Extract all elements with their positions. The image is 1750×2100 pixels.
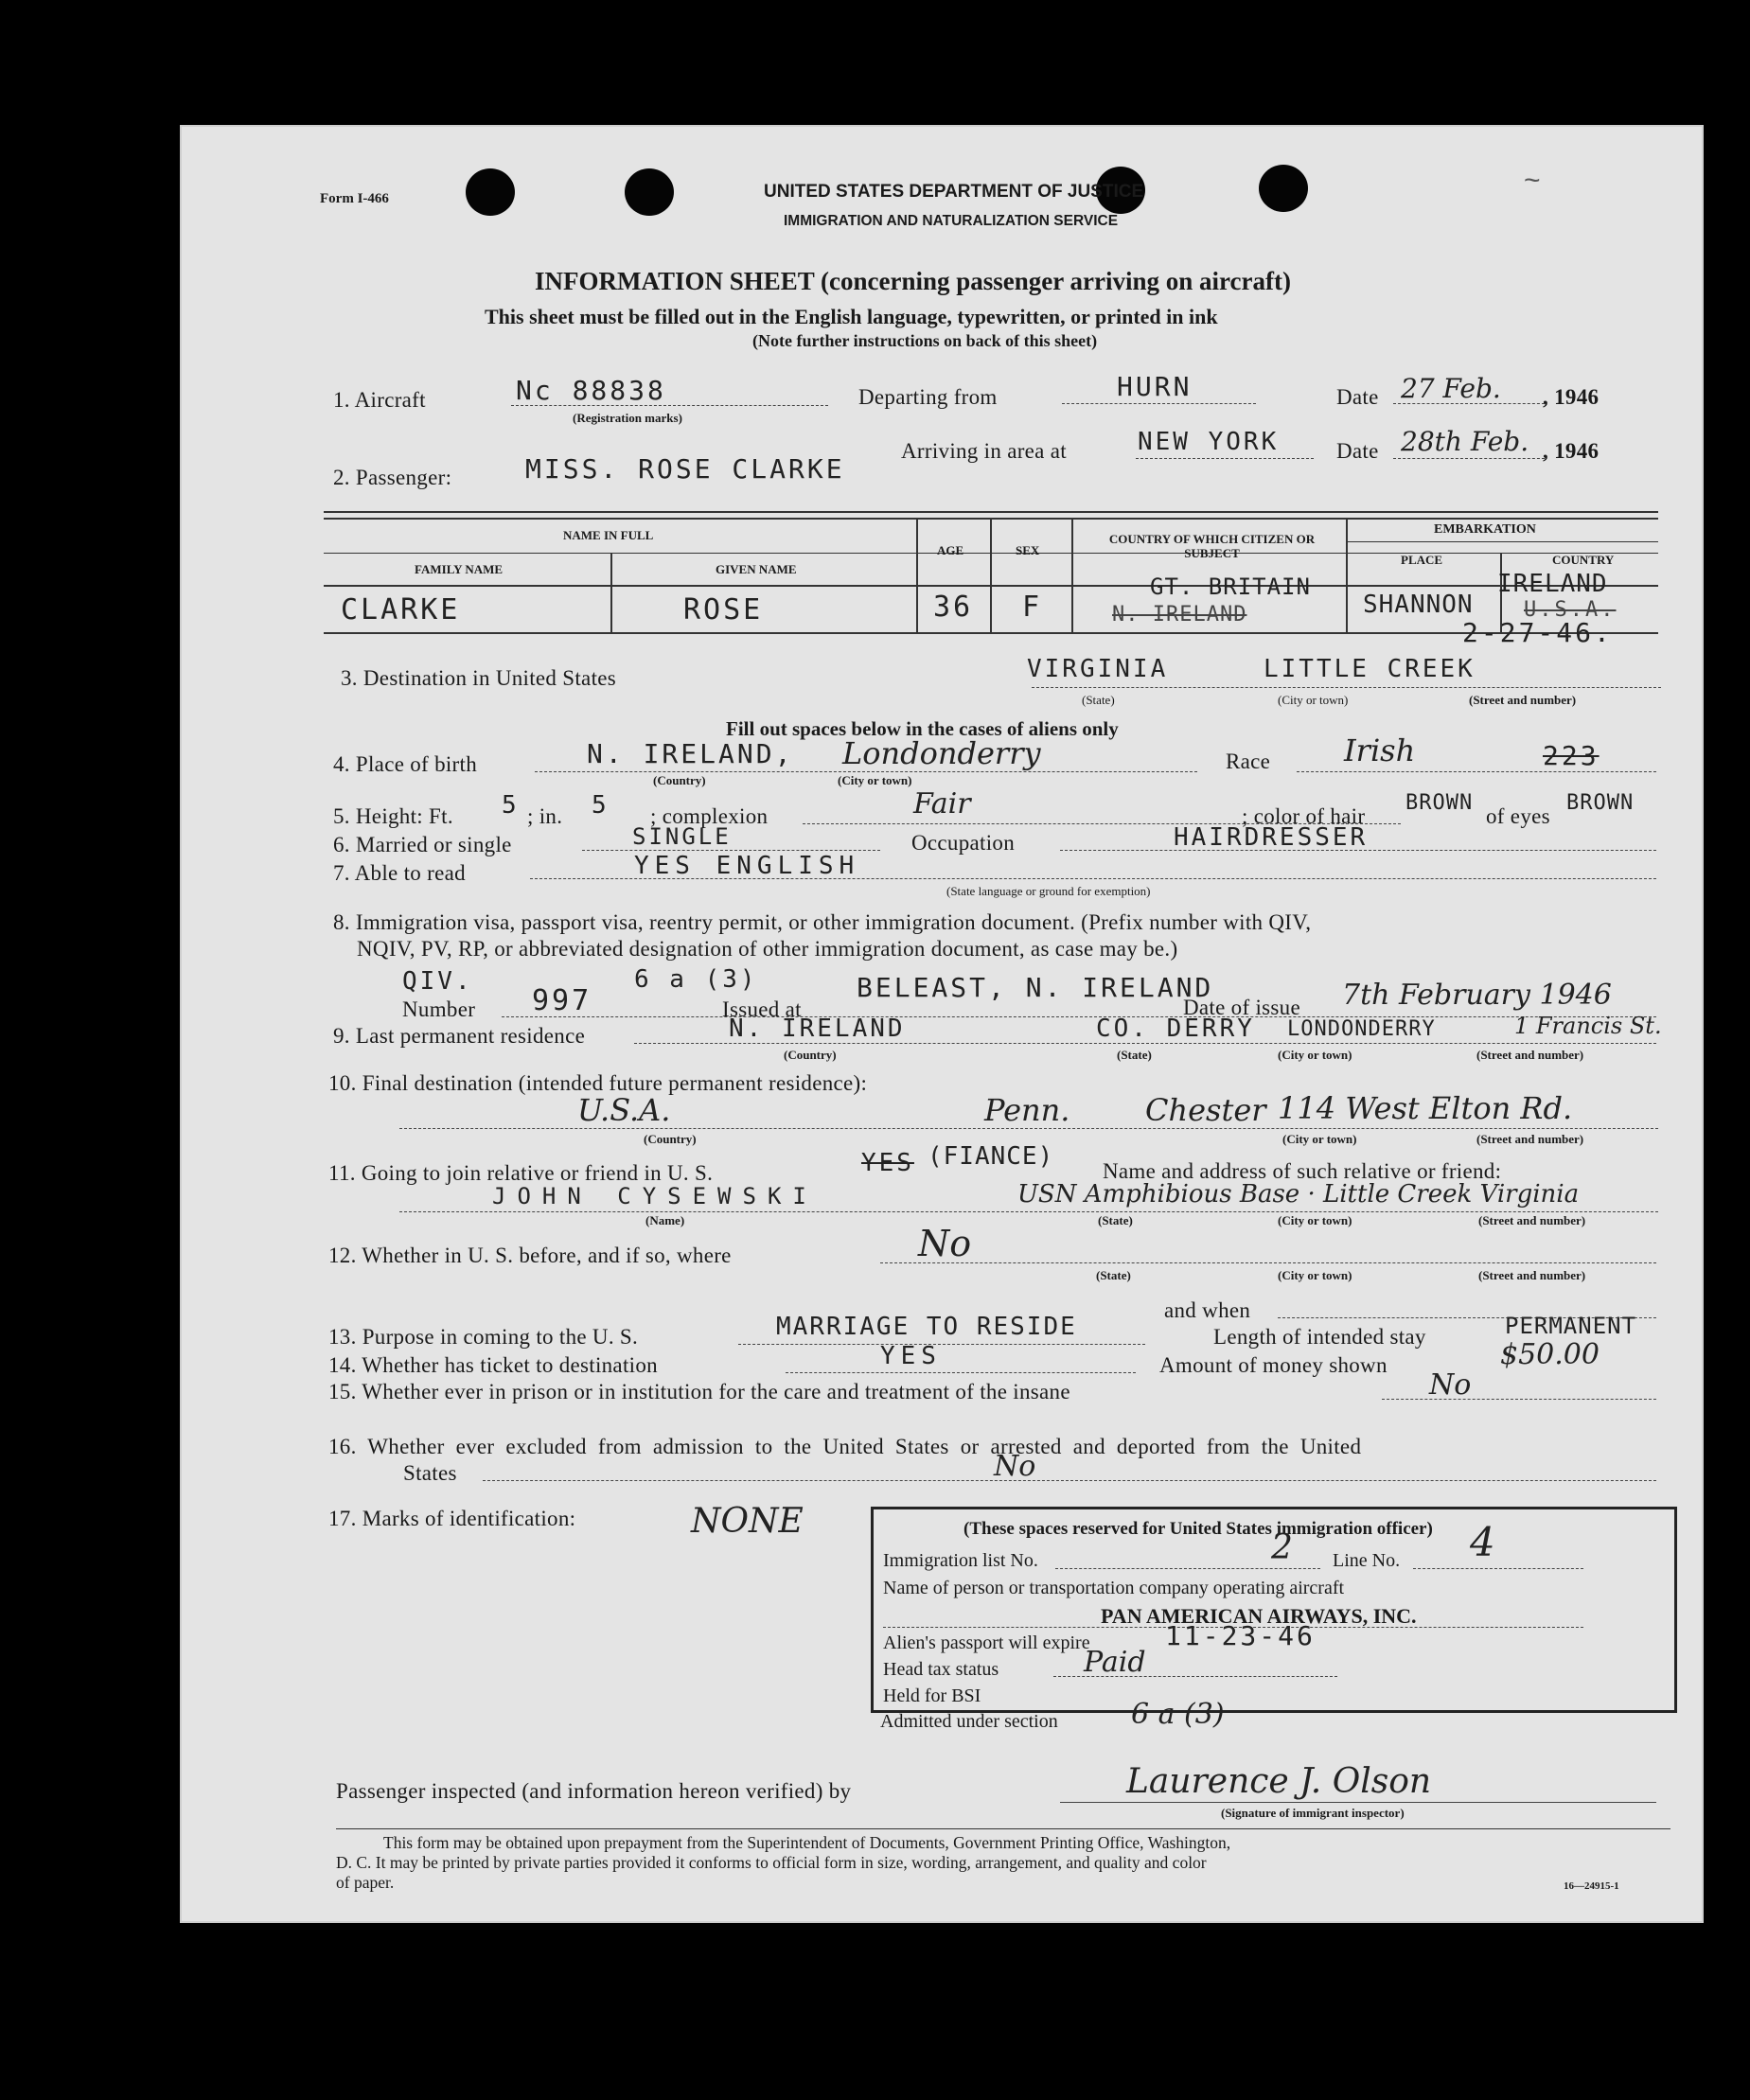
race-label: Race bbox=[1226, 750, 1271, 773]
arriving-label: Arriving in area at bbox=[901, 439, 1067, 463]
q3-line bbox=[1032, 687, 1661, 688]
place-value: SHANNON bbox=[1363, 591, 1474, 619]
q9-line bbox=[634, 1043, 1656, 1044]
passport-label: Alien's passport will expire bbox=[883, 1632, 1090, 1653]
date1-label: Date bbox=[1336, 385, 1379, 409]
bsi-label: Held for BSI bbox=[883, 1685, 981, 1706]
country-header: COUNTRY bbox=[1552, 553, 1615, 567]
inspector-signature: Laurence J. Olson bbox=[1126, 1762, 1432, 1801]
q3-cap-state: (State) bbox=[1082, 693, 1115, 707]
q5-eyes: BROWN bbox=[1566, 791, 1635, 815]
q9-cap-street: (Street and number) bbox=[1476, 1048, 1584, 1062]
q14-value: YES bbox=[880, 1342, 942, 1370]
signature-line bbox=[1060, 1802, 1656, 1803]
q10-street: 114 West Elton Rd. bbox=[1278, 1090, 1573, 1126]
q5-eyes-label: of eyes bbox=[1486, 804, 1550, 828]
punch-hole bbox=[466, 168, 515, 216]
name-in-full-header: NAME IN FULL bbox=[563, 528, 654, 542]
family-name-header: FAMILY NAME bbox=[415, 562, 504, 576]
q3-city: LITTLE CREEK bbox=[1264, 655, 1476, 683]
q16-value: No bbox=[994, 1450, 1036, 1483]
q8-issued-label: Issued at bbox=[722, 997, 802, 1021]
q4-city: Londonderry bbox=[842, 735, 1041, 771]
q6-value: SINGLE bbox=[632, 823, 732, 850]
q10-city: Chester bbox=[1145, 1092, 1266, 1128]
officer-box bbox=[871, 1507, 1677, 1713]
sex-header: SEX bbox=[1016, 543, 1040, 557]
country-struck-value: U.S.A. bbox=[1524, 598, 1617, 622]
list-no-label: Immigration list No. bbox=[883, 1550, 1038, 1571]
line-no-value: 4 bbox=[1470, 1519, 1495, 1565]
q4-cap-city: (City or town) bbox=[838, 773, 912, 787]
citizen-header: COUNTRY OF WHICH CITIZEN OR SUBJECT bbox=[1108, 532, 1316, 560]
q12-line bbox=[880, 1262, 1656, 1263]
form-number: Form I-466 bbox=[320, 191, 389, 206]
q6-label: 6. Married or single bbox=[333, 833, 512, 856]
date2-line bbox=[1393, 458, 1545, 459]
occupation-value: HAIRDRESSER bbox=[1174, 823, 1369, 852]
q8-label-1: 8. Immigration visa, passport visa, reentry permit, or other immigration document. (Prefix number with QIV, bbox=[333, 910, 1312, 934]
aircraft-label: 1. Aircraft bbox=[333, 388, 426, 412]
q13-line bbox=[738, 1344, 1145, 1345]
date2-value: 28th Feb. bbox=[1401, 426, 1529, 457]
form-title: INFORMATION SHEET (concerning passenger arriving on aircraft) bbox=[535, 267, 1291, 295]
q8-date: 7th February 1946 bbox=[1342, 979, 1612, 1012]
q16-label-2: States bbox=[403, 1461, 457, 1485]
form-instruction: This sheet must be filled out in the English language, typewritten, or printed in ink bbox=[485, 305, 1218, 328]
q7-label: 7. Able to read bbox=[333, 861, 466, 885]
footer-line-2: D. C. It may be printed by private parties provided it conforms to official form in size, wording, arrangement, and quality and color bbox=[336, 1853, 1207, 1872]
q5-hair: BROWN bbox=[1405, 791, 1474, 815]
headtax-label: Head tax status bbox=[883, 1659, 999, 1680]
citizen-struck-value: N. IRELAND bbox=[1112, 603, 1247, 626]
race-value: Irish bbox=[1344, 732, 1416, 768]
q10-cap-street: (Street and number) bbox=[1476, 1132, 1584, 1146]
departing-line bbox=[1062, 403, 1256, 404]
table-col-sep bbox=[990, 518, 992, 632]
arriving-value: NEW YORK bbox=[1138, 428, 1280, 456]
embarkation-header: EMBARKATION bbox=[1434, 522, 1536, 537]
race-code: 223 bbox=[1543, 740, 1600, 771]
q11-answer-struck: YES bbox=[861, 1149, 914, 1177]
passenger-value: MISS. ROSE CLARKE bbox=[525, 453, 845, 485]
q8-number: 997 bbox=[532, 984, 592, 1017]
family-name-value: CLARKE bbox=[341, 593, 461, 626]
q9-label: 9. Last permanent residence bbox=[333, 1024, 586, 1048]
departing-value: HURN bbox=[1117, 371, 1193, 402]
q12-cap-street: (Street and number) bbox=[1478, 1268, 1586, 1282]
q10-label: 10. Final destination (intended future permanent residence): bbox=[328, 1071, 868, 1095]
table-col-sep bbox=[610, 553, 612, 632]
table-top-rule bbox=[324, 511, 1658, 513]
officer-box-title: (These spaces reserved for United States immigration officer) bbox=[963, 1519, 1433, 1539]
q7-value: YES ENGLISH bbox=[634, 852, 860, 880]
q11-cap-name: (Name) bbox=[645, 1213, 685, 1227]
aliens-only-note: Fill out spaces below in the cases of aliens only bbox=[726, 717, 1119, 740]
date2-year: , 1946 bbox=[1543, 439, 1600, 463]
place-header: PLACE bbox=[1401, 553, 1443, 567]
aircraft-value: Nc 88838 bbox=[516, 375, 666, 406]
q11-name: JOHN CYSEWSKI bbox=[492, 1183, 818, 1209]
section-value: 6 a (3) bbox=[1131, 1698, 1225, 1731]
inspected-label: Passenger inspected (and information hereon verified) by bbox=[336, 1779, 852, 1803]
q4-line bbox=[535, 771, 1197, 772]
q10-country: U.S.A. bbox=[577, 1092, 671, 1128]
q16-label-1: 16. Whether ever excluded from admission to the United States or arrested and deported from the United bbox=[328, 1435, 1362, 1458]
q11-cap-street: (Street and number) bbox=[1478, 1213, 1586, 1227]
q17-value: NONE bbox=[691, 1502, 804, 1541]
q11-answer: (FIANCE) bbox=[928, 1142, 1054, 1171]
q8-section-note: 6 a (3) bbox=[634, 965, 758, 994]
q10-line bbox=[399, 1128, 1658, 1129]
q5-ft: 5 bbox=[502, 791, 520, 820]
footer-rule bbox=[336, 1828, 1670, 1829]
q9-cap-state: (State) bbox=[1117, 1048, 1152, 1062]
footer-line-3: of paper. bbox=[336, 1873, 395, 1892]
q14-money-label: Amount of money shown bbox=[1159, 1353, 1388, 1377]
q14-money: $50.00 bbox=[1500, 1338, 1600, 1371]
q3-cap-city: (City or town) bbox=[1278, 693, 1349, 707]
form-sheet bbox=[180, 125, 1704, 1923]
department-name: UNITED STATES DEPARTMENT OF JUSTICE bbox=[764, 182, 1144, 202]
q9-country: N. IRELAND bbox=[729, 1015, 906, 1043]
q15-label: 15. Whether ever in prison or in institution for the care and treatment of the insane bbox=[328, 1380, 1070, 1403]
service-name: IMMIGRATION AND NATURALIZATION SERVICE bbox=[784, 213, 1119, 229]
q12-value: No bbox=[918, 1223, 972, 1264]
q10-cap-country: (Country) bbox=[644, 1132, 697, 1146]
q13-stay-label: Length of intended stay bbox=[1213, 1325, 1426, 1349]
q13-stay: PERMANENT bbox=[1505, 1313, 1637, 1339]
q5-in: 5 bbox=[592, 791, 610, 820]
passport-value: 11-23-46 bbox=[1165, 1620, 1316, 1651]
q11-address: USN Amphibious Base · Little Creek Virginia bbox=[1017, 1180, 1580, 1209]
headtax-value: Paid bbox=[1084, 1646, 1146, 1679]
operator-label: Name of person or transportation company operating aircraft bbox=[883, 1578, 1345, 1598]
q12-cap-city: (City or town) bbox=[1278, 1268, 1352, 1282]
footer-line-1: This form may be obtained upon prepayment from the Superintendent of Documents, Government Printing Office, Washington, bbox=[383, 1833, 1231, 1852]
q8-issued: BELEAST, N. IRELAND bbox=[857, 972, 1214, 1003]
q8-date-label: Date of issue bbox=[1183, 996, 1300, 1019]
q8-line bbox=[502, 1016, 1656, 1017]
q16-line bbox=[483, 1480, 1656, 1481]
q3-label: 3. Destination in United States bbox=[341, 666, 617, 690]
q14-label: 14. Whether has ticket to destination bbox=[328, 1353, 658, 1377]
q4-label: 4. Place of birth bbox=[333, 752, 478, 776]
q4-country: N. IRELAND, bbox=[587, 738, 794, 769]
signature-caption: (Signature of immigrant inspector) bbox=[1221, 1806, 1405, 1820]
q5-hair-label: ; color of hair bbox=[1242, 804, 1366, 828]
list-no-line bbox=[1055, 1568, 1320, 1569]
citizen-value: GT. BRITAIN bbox=[1150, 574, 1311, 600]
q8-prefix: QIV. bbox=[402, 967, 473, 996]
q4-cap-country: (Country) bbox=[653, 773, 706, 787]
age-value: 36 bbox=[933, 591, 974, 624]
embark-date-note: 2-27-46. bbox=[1462, 617, 1613, 648]
sex-value: F bbox=[1022, 591, 1043, 624]
q8-number-label: Number bbox=[402, 997, 476, 1021]
q5-complexion: Fair bbox=[913, 787, 971, 821]
given-name-value: ROSE bbox=[683, 593, 764, 626]
q9-city: LONDONDERRY bbox=[1287, 1017, 1436, 1041]
q10-state: Penn. bbox=[984, 1092, 1070, 1128]
list-no-value: 2 bbox=[1271, 1528, 1293, 1567]
table-bottom-rule bbox=[324, 632, 1658, 634]
print-code: 16—24915-1 bbox=[1564, 1880, 1619, 1892]
q14-line bbox=[786, 1372, 1136, 1373]
q3-state: VIRGINIA bbox=[1027, 655, 1169, 683]
q11-cap-city: (City or town) bbox=[1278, 1213, 1352, 1227]
q12-label: 12. Whether in U. S. before, and if so, where bbox=[328, 1244, 732, 1267]
q15-value: No bbox=[1429, 1368, 1472, 1402]
section-label: Admitted under section bbox=[880, 1711, 1058, 1732]
occupation-label: Occupation bbox=[911, 831, 1016, 855]
q3-cap-street: (Street and number) bbox=[1469, 693, 1577, 707]
q7-caption: (State language or ground for exemption) bbox=[946, 884, 1151, 898]
given-name-header: GIVEN NAME bbox=[716, 562, 797, 576]
q9-state: CO. DERRY bbox=[1096, 1015, 1255, 1043]
embark-rule bbox=[1346, 541, 1658, 542]
q17-label: 17. Marks of identification: bbox=[328, 1507, 576, 1530]
punch-hole bbox=[1259, 165, 1308, 212]
table-col-sep bbox=[1071, 518, 1073, 632]
country-value: IRELAND bbox=[1497, 570, 1608, 598]
q5-in-label: ; in. bbox=[527, 804, 563, 828]
operator-value: PAN AMERICAN AIRWAYS, INC. bbox=[1101, 1604, 1417, 1628]
q13-value: MARRIAGE TO RESIDE bbox=[776, 1313, 1077, 1341]
line-no-label: Line No. bbox=[1333, 1550, 1401, 1571]
q11-label: 11. Going to join relative or friend in U. S. bbox=[328, 1161, 714, 1185]
q9-cap-city: (City or town) bbox=[1278, 1048, 1352, 1062]
q15-line bbox=[1382, 1399, 1656, 1400]
table-col-sep bbox=[1346, 518, 1348, 632]
q12-and-when: and when bbox=[1164, 1298, 1251, 1322]
date1-year: , 1946 bbox=[1543, 385, 1600, 409]
q8-label-2: NQIV, PV, RP, or abbreviated designation of other immigration document, as case may be.) bbox=[357, 937, 1178, 961]
q13-label: 13. Purpose in coming to the U. S. bbox=[328, 1325, 639, 1349]
form-note: (Note further instructions on back of this sheet) bbox=[752, 331, 1098, 350]
q11-cap-state: (State) bbox=[1098, 1213, 1133, 1227]
q5-label: 5. Height: Ft. bbox=[333, 804, 453, 828]
punch-hole bbox=[625, 168, 674, 216]
q5-complexion-label: ; complexion bbox=[650, 804, 769, 828]
age-header: AGE bbox=[937, 543, 964, 557]
aircraft-caption: (Registration marks) bbox=[573, 411, 682, 425]
q9-cap-country: (Country) bbox=[784, 1048, 837, 1062]
race-line bbox=[1297, 771, 1656, 772]
margin-mark: ~ bbox=[1524, 165, 1541, 196]
q10-cap-city: (City or town) bbox=[1282, 1132, 1357, 1146]
date1-value: 27 Feb. bbox=[1401, 373, 1501, 404]
q6-line bbox=[582, 850, 880, 851]
passenger-label: 2. Passenger: bbox=[333, 466, 452, 489]
q11-label-2: Name and address of such relative or friend: bbox=[1103, 1159, 1502, 1183]
date2-label: Date bbox=[1336, 439, 1379, 463]
q11-line bbox=[399, 1211, 1658, 1212]
arriving-line bbox=[1136, 458, 1314, 459]
table-col-sep bbox=[916, 518, 918, 632]
departing-label: Departing from bbox=[858, 385, 998, 409]
line-no-line bbox=[1413, 1568, 1583, 1569]
q9-street: 1 Francis St. bbox=[1514, 1013, 1662, 1039]
q12-cap-state: (State) bbox=[1096, 1268, 1131, 1282]
